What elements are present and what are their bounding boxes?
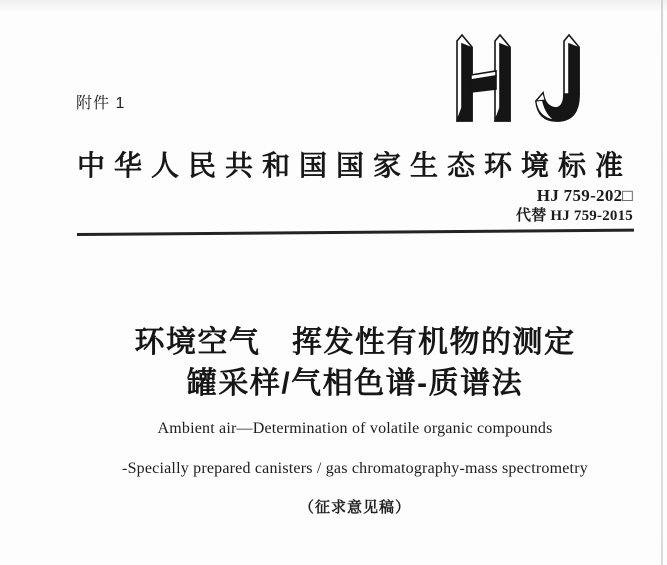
- title-en-line2: -Specially prepared canisters / gas chromatography-mass spectrometry: [122, 460, 588, 477]
- standard-code-block: [516, 186, 633, 225]
- title-en-line1: Ambient air—Determination of volatile organic compounds: [157, 420, 553, 437]
- standard-code: HJ 759-202□: [536, 186, 633, 205]
- scan-page-edge: [661, 0, 663, 565]
- title-zh-line1: 环境空气 挥发性有机物的测定: [134, 326, 576, 359]
- standard-name-heading: 中华人民共和国国家生态环境标准: [77, 151, 633, 182]
- header-rule: [77, 229, 634, 236]
- hj-logo: [451, 22, 591, 126]
- draft-note: （征求意见稿）: [298, 499, 411, 516]
- replaces-code: 代替 HJ 759-2015: [516, 207, 633, 224]
- scan-top-shadow: [0, 0, 667, 12]
- attachment-label: 附件 1: [76, 95, 126, 112]
- title-zh-line2: 罐采样/气相色谱-质谱法: [186, 367, 524, 400]
